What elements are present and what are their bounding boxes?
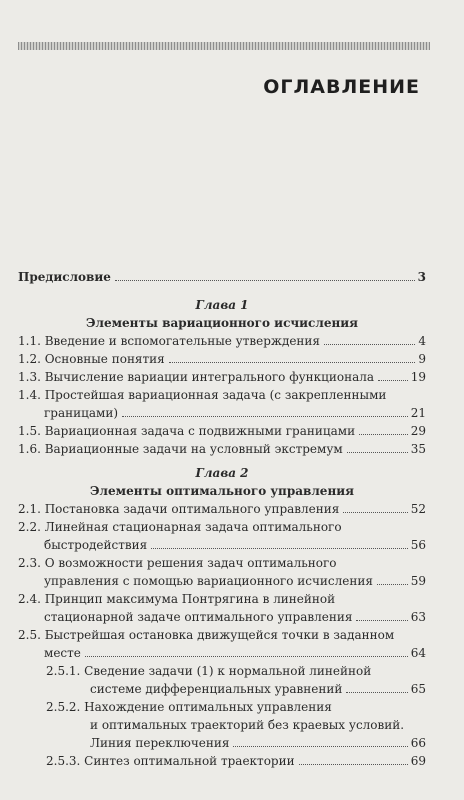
toc-entry[interactable]: 2.5. Быстрейшая остановка движущейся точки в заданном месте 64 (18, 628, 426, 660)
header-rule (18, 42, 430, 50)
toc-subentry[interactable]: 2.5.1. Сведение задачи (1) к нормальной линейной системе дифференциальных уравнений 65 (46, 664, 426, 696)
toc-entry[interactable]: 1.1. Введение и вспомогательные утверждения 4 (18, 334, 426, 348)
table-of-contents (18, 268, 426, 770)
toc-entry[interactable]: 1.3. Вычисление вариации интегрального функционала 19 (18, 370, 426, 384)
toc-entry[interactable]: 2.4. Принцип максимума Понтрягина в линейной стационарной задаче оптимального управления 63 (18, 592, 426, 624)
toc-entry[interactable]: 1.4. Простейшая вариационная задача (с закрепленными границами) 21 (18, 388, 426, 420)
chapter-2-heading: Глава 2 (195, 466, 249, 480)
toc-entry[interactable]: 2.2. Линейная стационарная задача оптимального быстродействия 56 (18, 520, 426, 552)
chapter-1-heading: Глава 1 (195, 298, 249, 312)
toc-entry[interactable]: 2.3. О возможности решения задач оптимального управления с помощью вариационного исчисления 59 (18, 556, 426, 588)
chapter-2-title: Элементы оптимального управления (90, 484, 354, 498)
page-title: ОГЛАВЛЕНИЕ (263, 76, 420, 98)
toc-entry-preface[interactable]: Предисловие 3 (18, 270, 426, 284)
toc-subentry[interactable]: 2.5.3. Синтез оптимальной траектории 69 (46, 754, 426, 768)
toc-entry[interactable]: 1.6. Вариационные задачи на условный экстремум 35 (18, 442, 426, 456)
toc-subentry[interactable]: 2.5.2. Нахождение оптимальных управления и оптимальных траекторий без краевых условий. Линия переключения 66 (46, 700, 426, 750)
toc-entry[interactable]: 1.2. Основные понятия 9 (18, 352, 426, 366)
toc-entry[interactable]: 1.5. Вариационная задача с подвижными границами 29 (18, 424, 426, 438)
toc-entry[interactable]: 2.1. Постановка задачи оптимального управления 52 (18, 502, 426, 516)
chapter-1-title: Элементы вариационного исчисления (85, 316, 359, 330)
